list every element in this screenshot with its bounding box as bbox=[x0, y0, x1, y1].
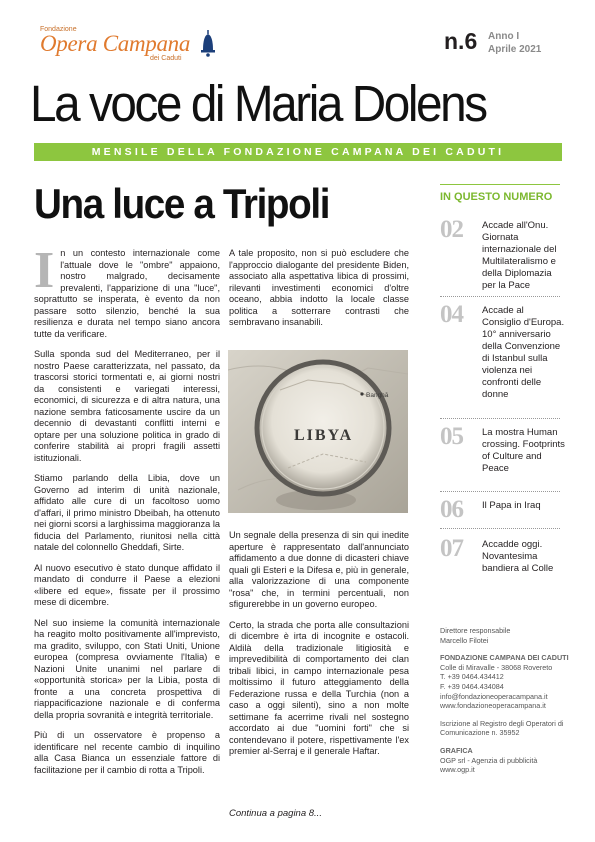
article-paragraph: A tale proposito, non si può escludere che l'approccio dialogante del presidente Biden, associato alla aspettativa libica di prossimi, rilevanti investimenti economici d'oltre oceano, abbia indotto la locale classe politica a sotterrare contrasti che sembravano insanabili. bbox=[229, 248, 409, 327]
toc-page-number: 02 bbox=[440, 216, 463, 243]
logo-name: Opera Campana bbox=[40, 31, 191, 56]
issue-meta bbox=[488, 30, 541, 56]
toc-page-number: 07 bbox=[440, 535, 463, 562]
logo-top-text: Fondazione bbox=[40, 26, 77, 33]
masthead-title: La voce di Maria Dolens bbox=[30, 75, 486, 132]
issue-number: n.6 bbox=[444, 28, 478, 54]
org-phone: T. +39 0464.434412 bbox=[440, 672, 504, 682]
toc-separator bbox=[440, 418, 560, 419]
city-marker bbox=[360, 392, 363, 395]
sidebar-title: IN QUESTO NUMERO bbox=[440, 191, 553, 203]
org-fax: F. +39 0464.434084 bbox=[440, 681, 504, 691]
map-city-label: Banghā bbox=[366, 392, 389, 399]
article-column-2-bottom bbox=[229, 530, 409, 767]
tagline-band: MENSILE DELLA FONDAZIONE CAMPANA DEI CADUTI bbox=[34, 143, 562, 161]
director-label: Direttore responsabile bbox=[440, 626, 511, 635]
article-headline: Una luce a Tripoli bbox=[34, 180, 330, 227]
graphics-agency: OGP srl - Agenzia di pubblicità bbox=[440, 755, 538, 765]
toc-separator bbox=[440, 296, 560, 297]
colophon bbox=[440, 626, 570, 775]
toc-separator bbox=[440, 528, 560, 529]
sidebar-rule bbox=[440, 184, 560, 185]
article-paragraph: Un segnale della presenza di sin qui inedite aperture è rappresentato dall'annunciato affidamento a due donne di dicasteri chiave quali gli Esteri e la Difesa e, più in generale, alla valorizzazione di una componente "rosa" che, in termini percentuali, non sfigurerebbe in un governo europeo. bbox=[229, 530, 409, 609]
article-paragraph: Più di un osservatore è propenso a identificare nel recente cambio di inquilino alla Casa Bianca un essenziale fattore di facilitazione per il cambio di rotta a Tripoli. bbox=[34, 730, 220, 775]
map-magnifier-illustration bbox=[228, 350, 408, 513]
issue-year: Anno I bbox=[488, 31, 520, 42]
article-paragraph: Sulla sponda sud del Mediterraneo, per il nostro Paese caratterizzata, nel passato, da trascorsi storici tormentati e, ai giorni nostri da consistenti e variegati interessi, economici, di sicurezza e di altra natura, una nazione sembra faticosamente uscire da un decennio di devastanti conflitti interni e optare per una soluzione politica in grado di conferire stabilità ai propri fragili assetti istituzionali. bbox=[34, 349, 220, 463]
graphics-website[interactable]: www.ogp.it bbox=[440, 765, 475, 775]
org-address: Colle di Miravalle - 38068 Rovereto bbox=[440, 662, 553, 672]
toc-item-text: La mostra Human crossing. Footprints of Culture and Peace bbox=[482, 427, 565, 474]
toc-item-text: Accade all'Onu. Giornata internazionale del Multilateralismo e della Diplomazia per la Pace bbox=[482, 220, 557, 291]
org-name: FONDAZIONE CAMPANA DEI CADUTI bbox=[440, 653, 569, 663]
continued-link[interactable]: Continua a pagina 8... bbox=[229, 808, 322, 819]
article-paragraph: Al nuovo esecutivo è stato dunque affidato il mandato di condurre il Paese a elezioni «libere ed eque», fissate per il prossimo mese di dicembre. bbox=[34, 562, 220, 607]
issue-date: Aprile 2021 bbox=[488, 44, 542, 55]
bell-icon bbox=[198, 28, 218, 58]
article-column-1 bbox=[34, 242, 220, 785]
registry-note: Iscrizione al Registro degli Operatori di Comunicazione n. 35952 bbox=[440, 718, 564, 738]
toc-item-text: Accade al Consiglio d'Europa. 10° anniversario della Convenzione di Istanbul sulla violenza nei confronti delle donne bbox=[482, 305, 565, 400]
libya-map-photo bbox=[228, 350, 408, 513]
toc-item-text: Il Papa in Iraq bbox=[482, 500, 541, 511]
toc-item-text: Accadde oggi. Novantesima bandiera al Colle bbox=[482, 539, 554, 574]
foundation-logo bbox=[40, 26, 220, 66]
article-paragraph: Stiamo parlando della Libia, dove un Governo ad interim di unità nazionale, affidato alle cure di un facoltoso uomo d'affari, il primo ministro Dbeibah, ha ottenuto nei giorni scorsi a larghissima maggioranza la fiducia del Parlamento, riunitosi nella città natale del colonnello Gheddafi, Sirte. bbox=[34, 473, 220, 552]
toc-separator bbox=[440, 491, 560, 492]
article-paragraph: Nel suo insieme la comunità internazionale ha reagito molto positivamente all'imprevisto, ma gradito, sviluppo, con Stati Uniti, Unione europea (compresa ovviamente l'Italia) e Nazioni Unite unanimi nel parlare di «opportunità storica» per la Libia, posta di fronte a una concreta prospettiva di riappacificazione nazionale e di conferma della propria sovranità e integrità territoriale. bbox=[34, 617, 220, 720]
dropcap: I bbox=[34, 242, 55, 299]
director-name: Marcello Filotei bbox=[440, 635, 489, 645]
org-email[interactable]: info@fondazioneoperacampana.it bbox=[440, 691, 548, 701]
article-paragraph: Certo, la strada che porta alle consultazioni di dicembre è irta di incognite e ostacoli. Aldilà della tradizionale litigiosità e imprevedibilità di comportamento dei clan tribali libici, in campo internazionale pesa moltissimo il futuro atteggiamento della Federazione russa e della Turchia (non a caso a oggi silenti), sino a non molte settimane fa acerrime rivali nel sostegno accordato ai due "uomini forti" che si contendevano il potere, rispettivamente l'ex premier al-Serraj e il generale Haftar. bbox=[229, 619, 409, 756]
logo-bottom-text: dei Caduti bbox=[150, 55, 182, 62]
org-website[interactable]: www.fondazioneoperacampana.it bbox=[440, 701, 546, 711]
map-country-label: LIBYA bbox=[294, 427, 354, 444]
toc-page-number: 05 bbox=[440, 423, 463, 450]
article-paragraph: In un contesto internazionale come l'attuale dove le "ombre" appaiono, nostro malgrado, decisamente prevalenti, l'apparizione di una "luce", soprattutto se insperata, è evento da non passare sotto silenzio, benché la sua resilienza e durata nel tempo siano ancora tutte da verificare. bbox=[34, 242, 220, 339]
graphics-label: GRAFICA bbox=[440, 745, 473, 755]
article-column-2-top bbox=[229, 248, 409, 338]
toc-page-number: 04 bbox=[440, 301, 463, 328]
toc-page-number: 06 bbox=[440, 496, 463, 523]
